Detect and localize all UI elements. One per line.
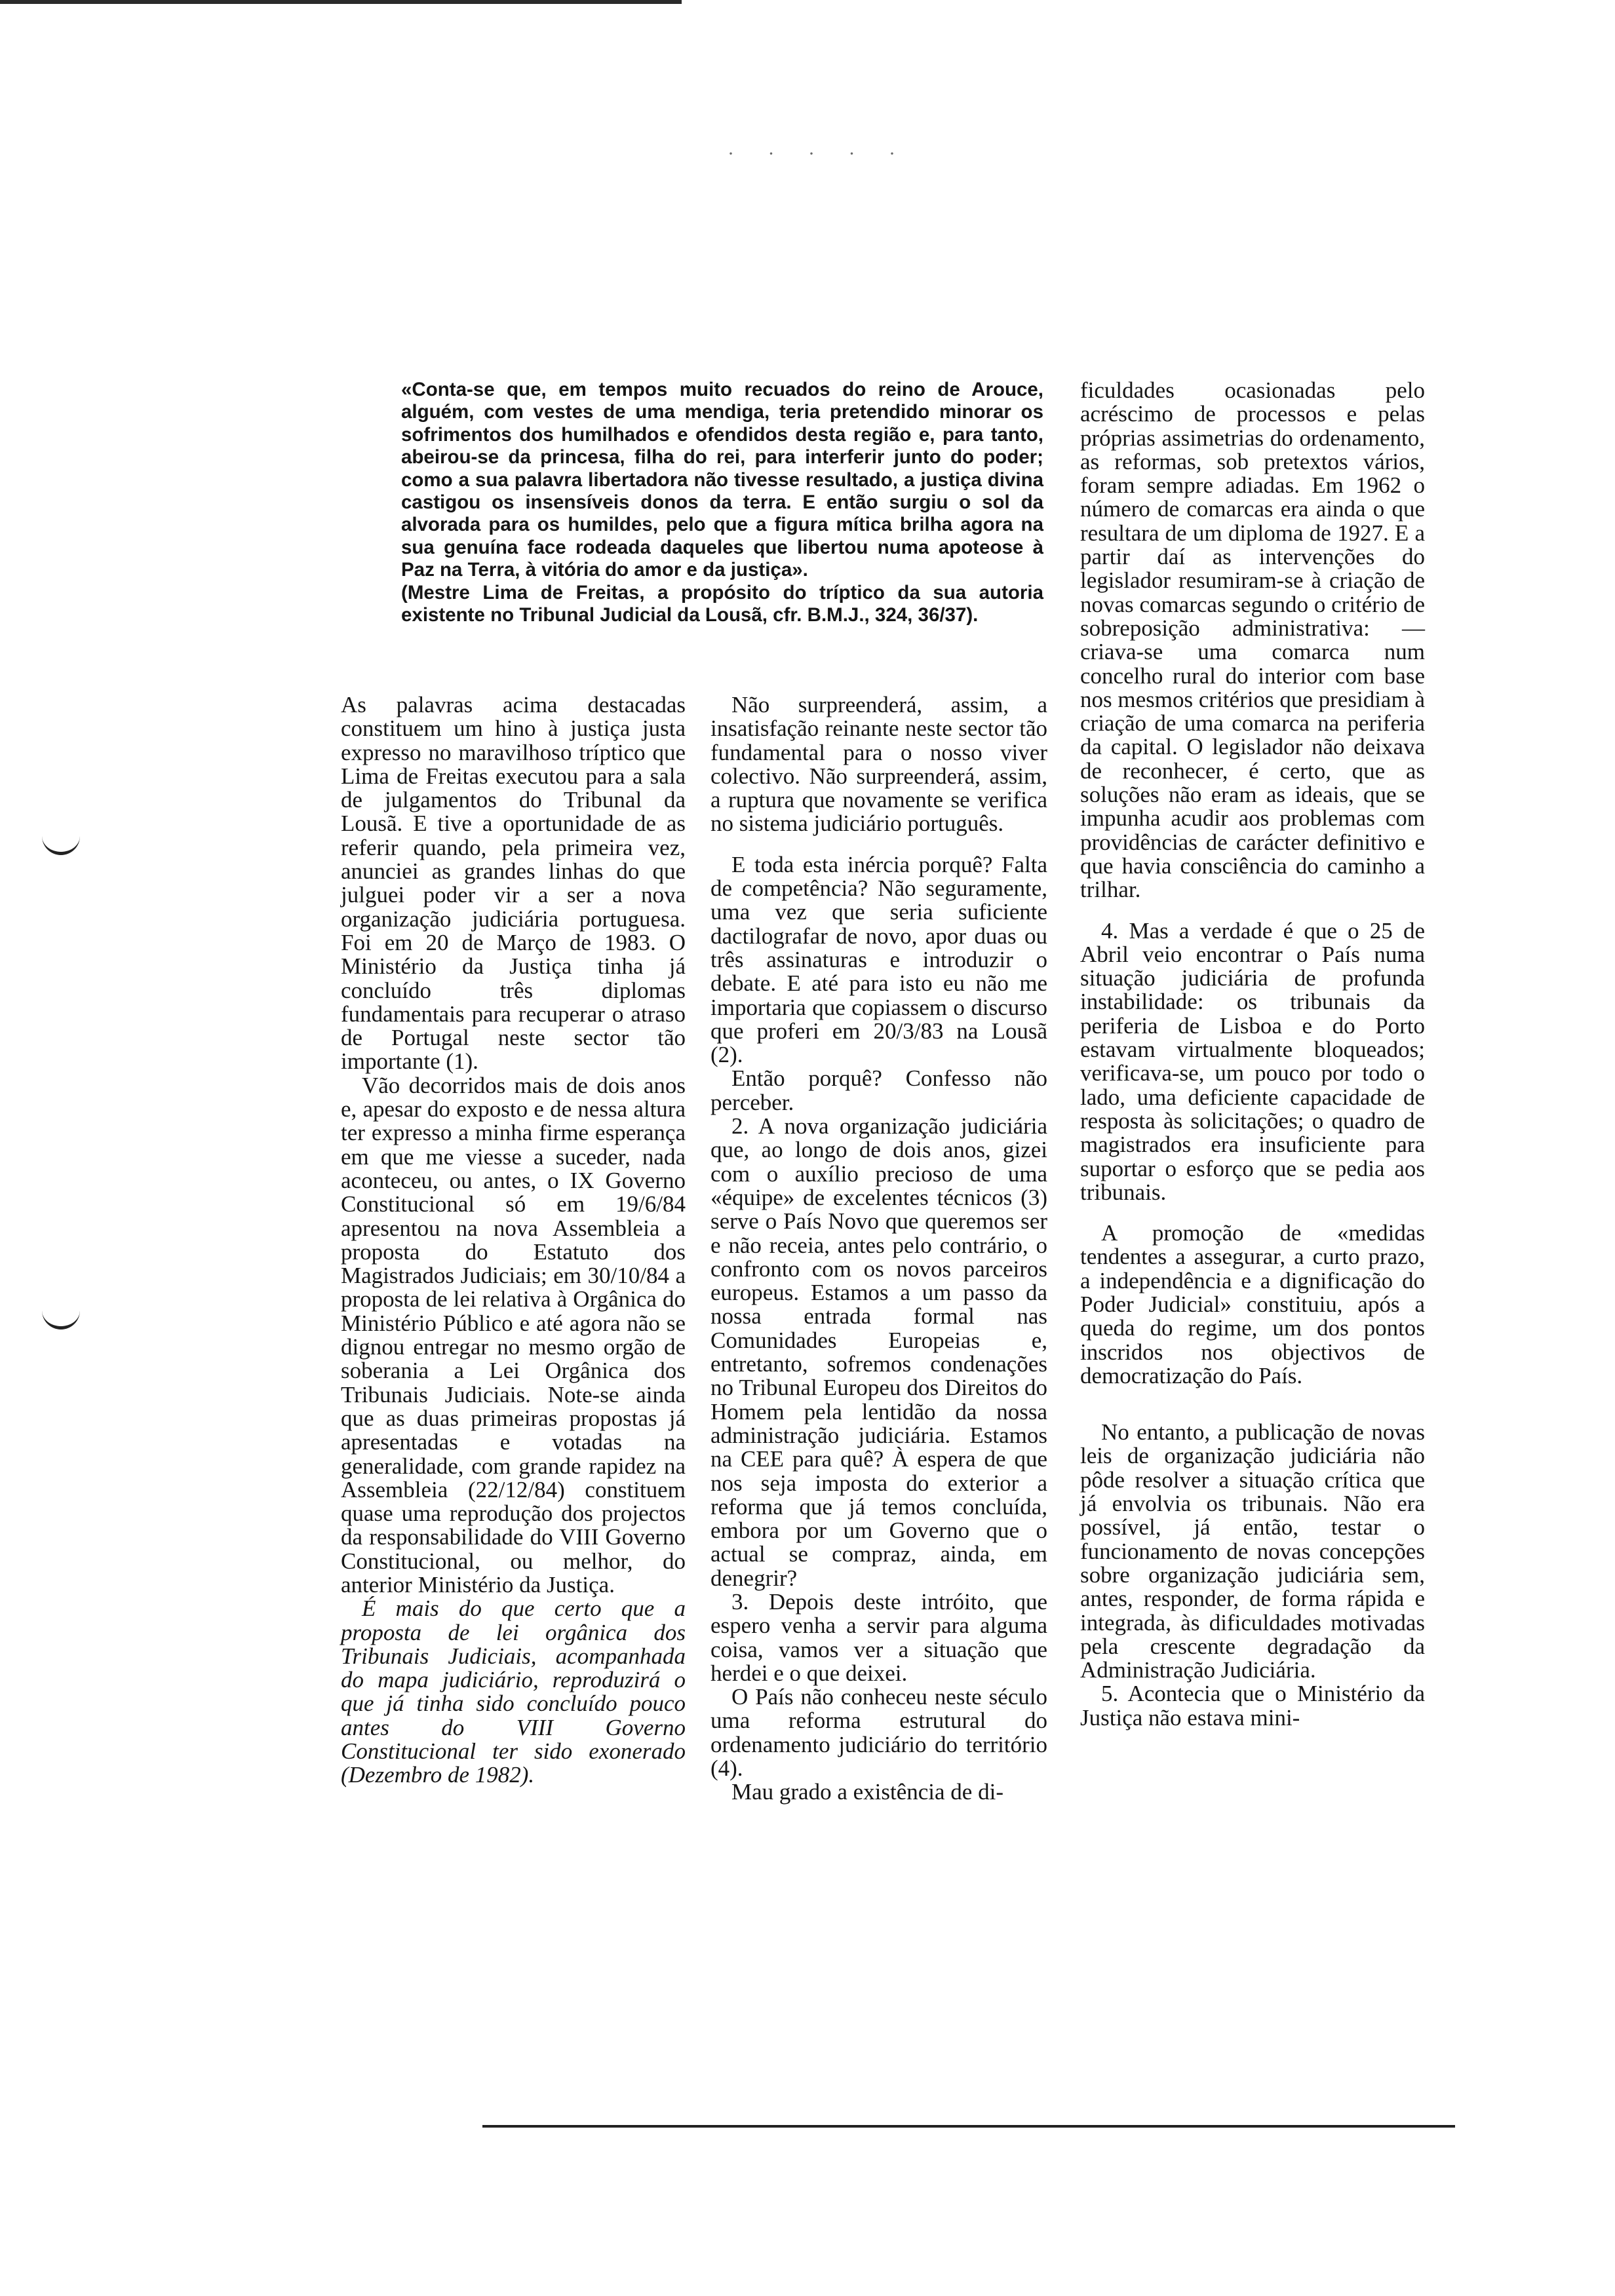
- paragraph: Então porquê? Confesso não perceber.: [710, 1065, 1047, 1115]
- paragraph-highlighted: É mais do que certo que a proposta de lei orgânica dos Tribunais Judiciais, acompanhada do mapa judiciário, reproduzirá o que já tinha sido concluído pouco antes do VIII Governo Constitucional ter sido exonerado (Dezembro de 1982).: [341, 1596, 686, 1788]
- paragraph: O País não conheceu neste século uma reforma estrutural do ordenamento judiciário do território (4).: [710, 1684, 1047, 1782]
- paragraph: 2. A nova organização judiciária que, ao longo de dois anos, gizei com o auxílio precioso de uma «équipe» de excelentes técnicos (3) serve o País Novo que queremos ser e não receia, antes pelo contrário, o confronto com os novos parceiros europeus. Estamos a um passo da nossa entrada formal nas Comunidades Europeias e, entretanto, sofremos condenações no Tribunal Europeu dos Direitos do Homem pela lentidão da nossa administração judiciária. Estamos na CEE para quê? À espera de que nos seja imposta do exterior a reforma que já temos concluída, embora por um Governo que o actual se compraz, ainda, em denegrir?: [710, 1113, 1047, 1591]
- paragraph: 4. Mas a verdade é que o 25 de Abril veio encontrar o País numa situação judiciária de profunda instabilidade: os tribunais da periferia de Lisboa e do Porto estavam virtualmente bloqueados; verificava-se, um pouco por todo o lado, uma deficiente capacidade de resposta às solicitações; o quadro de magistrados era insuficiente para suportar o esforço que se pedia aos tribunais.: [1080, 917, 1425, 1205]
- paragraph: ficuldades ocasionadas pelo acréscimo de processos e pelas próprias assimetrias do ordenamento, as reformas, sob pretextos vários, foram sempre adiadas. Em 1962 o número de comarcas era ainda o que resultara de um diploma de 1927. E a partir daí as intervenções do legislador resumiram-se à criação de novas comarcas segundo o critério de sobreposição administrativa: — criava-se uma comarca num concelho rural do interior com base nos mesmos critérios que presidiam à criação de uma comarca na periferia da capital. O legislador não deixava de reconhecer, é certo, que as soluções não eram as ideais, que se impunha acudir aos problemas com providências de carácter definitivo e que havia consciência do caminho a trilhar.: [1080, 377, 1425, 903]
- paragraph: As palavras acima destacadas constituem um hino à justiça justa expresso no maravilhoso tríptico que Lima de Freitas executou para a sala de julgamentos do Tribunal da Lousã. E tive a oportunidade de as referir quando, pela primeira vez, anunciei as grandes linhas do que julguei poder vir a ser a nova organização judiciária portuguesa. Foi em 20 de Março de 1983. O Ministério da Justiça tinha já concluído três diplomas fundamentais para recuperar o atraso de Portugal neste sector tão importante (1).: [341, 692, 686, 1075]
- paragraph: Mau grado a existência de di-: [731, 1779, 1003, 1805]
- epigraph-citation: (Mestre Lima de Freitas, a propósito do tríptico da sua autoria existente no Tribunal Judicial da Lousã, cfr. B.M.J., 324, 36/37).: [401, 581, 1043, 626]
- punch-hole-mark-lower: [42, 1311, 80, 1330]
- header-marks: · · · · ·: [728, 143, 910, 164]
- epigraph: [401, 379, 1043, 626]
- top-border-line: [0, 0, 682, 4]
- paragraph: Não surpreenderá, assim, a insatisfação reinante neste sector tão fundamental para o nosso viver colectivo. Não surpreenderá, assim, a ruptura que novamente se verifica no sistema judiciário português.: [710, 692, 1047, 837]
- paragraph: E toda esta inércia porquê? Falta de competência? Não seguramente, uma vez que seria suficiente dactilografar de novo, apor duas ou três assinaturas e introduzir o debate. E até para isto eu não me importaria que copiassem o discurso que proferi em 20/3/83 na Lousã (2).: [710, 851, 1047, 1068]
- paragraph: No entanto, a publicação de novas leis de organização judiciária não pôde resolver a situação crítica que já envolvia os tribunais. Não era possível, já então, testar o funcionamento de novas concepções sobre organização judiciária sem, antes, responder, de forma rápida e integrada, às dificuldades motivadas pela crescente degradação da Administração Judiciária.: [1080, 1419, 1425, 1683]
- epigraph-quote: «Conta-se que, em tempos muito recuados do reino de Arouce, alguém, com vestes de uma mendiga, teria pretendido minorar os sofrimentos dos humilhados e ofendidos desta região e, para tanto, abeirou-se da princesa, filha do rei, para interferir junto do poder; como a sua palavra libertadora não tivesse resultado, a justiça divina castigou os insensíveis donos da terra. E então surgiu o sol da alvorada para os humildes, pelo que a figura mítica brilha agora na sua genuína face rodeada daqueles que libertou numa apoteose à Paz na Terra, à vitória do amor e da justiça».: [401, 379, 1043, 581]
- punch-hole-mark-upper: [42, 836, 80, 855]
- article-column-3: [1080, 379, 1425, 1730]
- bottom-rule: [482, 2125, 1455, 2128]
- article-column-1: [341, 693, 686, 1788]
- paragraph: 5. Acontecia que o Ministério da Justiça não estava mini-: [1080, 1681, 1425, 1731]
- paragraph: 3. Depois deste intróito, que espero venha a servir para alguma coisa, vamos ver a situação que herdei e o que deixei.: [710, 1588, 1047, 1686]
- paragraph: Vão decorridos mais de dois anos e, apesar do exposto e de nessa altura ter expresso a minha firme esperança em que me viesse a suceder, nada aconteceu, ou antes, o IX Governo Constitucional só em 19/6/84 apresentou na nova Assembleia a proposta do Estatuto dos Magistrados Judiciais; em 30/10/84 a proposta de lei relativa à Orgânica do Ministério Público e até agora não se dignou entregar no mesmo orgão de soberania a Lei Orgânica dos Tribunais Judiciais. Note-se ainda que as duas primeiras propostas já apresentadas e votadas na generalidade, com grande rapidez na Assembleia (22/12/84) constituem quase uma reprodução dos projectos da responsabilidade do VIII Governo Constitucional, ou melhor, do anterior Ministério da Justiça.: [341, 1072, 686, 1598]
- paragraph: A promoção de «medidas tendentes a assegurar, a curto prazo, a independência e a dignificação do Poder Judicial» constituiu, após a queda do regime, um dos pontos inscridos nos objectivos de democratização do País.: [1080, 1220, 1425, 1388]
- article-column-2: [710, 693, 1047, 1805]
